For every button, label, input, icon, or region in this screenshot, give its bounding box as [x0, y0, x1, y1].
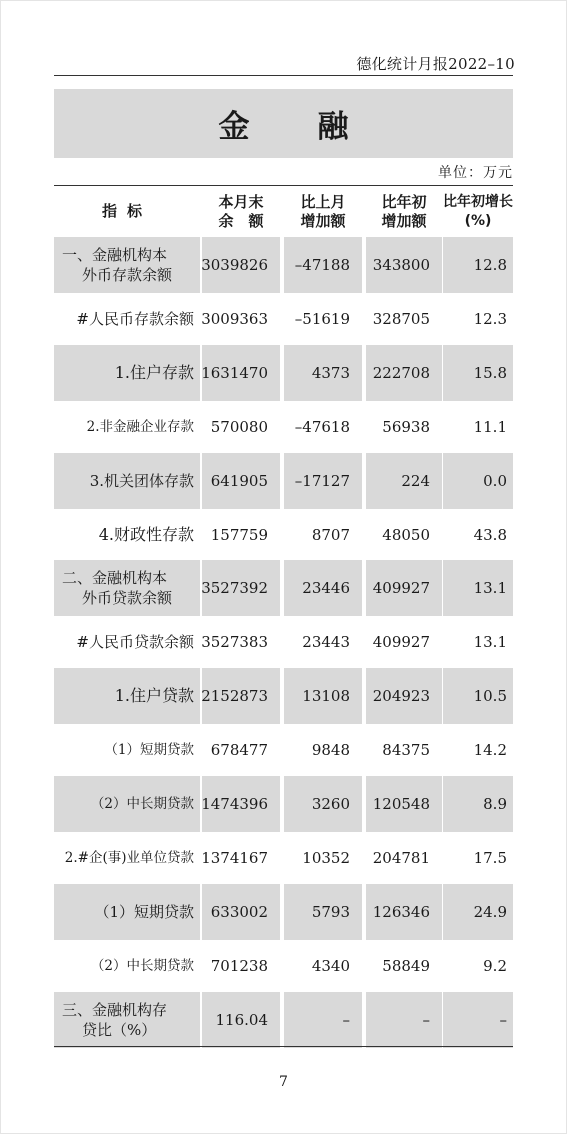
ytd-growth-cell: 14.2 — [473, 741, 507, 759]
month-end-balance-cell: 3527392 — [202, 560, 280, 616]
column-header-line: 增加额 — [300, 211, 346, 230]
ytd-change-cell: 126346 — [366, 884, 442, 940]
ytd-change-cell: 224 — [366, 453, 442, 509]
column-header-line: 余 额 — [218, 211, 264, 230]
table-row — [54, 992, 513, 1048]
month-end-balance-cell: 678477 — [210, 741, 268, 759]
row-label: （2）中长期贷款 — [90, 958, 194, 974]
month-change-cell: –47188 — [284, 237, 362, 293]
column-header-line: 比年初增长 — [443, 193, 513, 210]
row-label-line: 贷比（%） — [82, 1021, 157, 1039]
ytd-change-cell: 222708 — [366, 345, 442, 401]
ytd-change-cell: 58849 — [382, 957, 430, 975]
table-row — [54, 507, 513, 563]
month-end-balance-cell: 157759 — [210, 526, 268, 544]
table-row — [54, 614, 513, 670]
ytd-growth-cell: 13.1 — [473, 633, 507, 651]
column-header-month-change — [284, 189, 362, 234]
ytd-growth-cell: 17.5 — [473, 849, 507, 867]
month-change-cell: 9848 — [311, 741, 350, 759]
ytd-change-cell: 409927 — [372, 633, 430, 651]
row-label: （2）中长期贷款 — [54, 776, 200, 832]
month-change-cell: 13108 — [284, 668, 362, 724]
row-label — [54, 560, 200, 616]
row-label: 1.住户贷款 — [54, 668, 200, 724]
table-row — [54, 938, 513, 994]
month-end-balance-cell: 3039826 — [202, 237, 280, 293]
month-change-cell: 10352 — [302, 849, 350, 867]
title-band — [54, 89, 513, 158]
table-row — [54, 345, 513, 401]
column-header-line: 比上月 — [300, 192, 346, 211]
row-label: （1）短期贷款 — [104, 742, 194, 758]
column-header-indicator — [54, 189, 200, 234]
table-row — [54, 722, 513, 778]
row-label: （1）短期贷款 — [54, 884, 200, 940]
ytd-growth-cell: 10.5 — [443, 668, 513, 724]
bottom-rule — [54, 1046, 513, 1047]
page-title: 金融 — [218, 109, 417, 145]
row-label: 2.#企(事)业单位贷款 — [64, 850, 194, 866]
row-label: 4.财政性存款 — [98, 525, 194, 544]
ytd-growth-cell: 12.8 — [443, 237, 513, 293]
column-header-line: 本月末 — [218, 192, 264, 211]
ytd-change-cell: 204781 — [372, 849, 430, 867]
row-label: 1.住户存款 — [54, 345, 200, 401]
table-row — [54, 560, 513, 616]
month-change-cell: – — [284, 992, 362, 1048]
ytd-change-cell: 409927 — [366, 560, 442, 616]
month-change-cell: 8707 — [311, 526, 350, 544]
ytd-change-cell: 84375 — [382, 741, 430, 759]
ytd-change-cell: – — [366, 992, 442, 1048]
ytd-change-cell: 120548 — [366, 776, 442, 832]
ytd-growth-cell: 24.9 — [443, 884, 513, 940]
month-end-balance-cell: 1474396 — [202, 776, 280, 832]
ytd-change-cell: 204923 — [366, 668, 442, 724]
row-label-line: 外币存款余额 — [82, 266, 173, 284]
row-label: 3.机关团体存款 — [54, 453, 200, 509]
month-end-balance-cell: 641905 — [202, 453, 280, 509]
month-change-cell: 5793 — [284, 884, 362, 940]
ytd-growth-cell: 13.1 — [443, 560, 513, 616]
ytd-growth-cell: 15.8 — [443, 345, 513, 401]
row-label-line: 一、金融机构本 — [62, 246, 168, 264]
ytd-change-cell: 328705 — [372, 310, 430, 328]
ytd-change-cell: 343800 — [366, 237, 442, 293]
column-header-line: (%) — [464, 212, 492, 229]
ytd-growth-cell: 11.1 — [473, 418, 507, 436]
column-header-line: 增加额 — [381, 211, 427, 230]
ytd-growth-cell: 9.2 — [483, 957, 507, 975]
running-header: 德化统计月报2022–10 — [356, 55, 515, 73]
row-label-line: 三、金融机构存 — [62, 1001, 168, 1019]
month-end-balance-cell: 2152873 — [202, 668, 280, 724]
month-change-cell: 3260 — [284, 776, 362, 832]
column-header-line: 比年初 — [381, 192, 427, 211]
unit-label: 单位：万元 — [438, 165, 513, 181]
row-label-line: 二、金融机构本 — [62, 569, 168, 587]
month-change-cell: 23443 — [302, 633, 350, 651]
month-end-balance-cell: 1374167 — [201, 849, 268, 867]
month-end-balance-cell: 570080 — [210, 418, 268, 436]
month-change-cell: –47618 — [294, 418, 350, 436]
table-row — [54, 399, 513, 455]
ytd-growth-cell: 0.0 — [443, 453, 513, 509]
row-label: #人民币贷款余额 — [76, 633, 194, 651]
ytd-growth-cell: – — [443, 992, 513, 1048]
column-header-ytd-change — [366, 189, 442, 234]
header-rule — [54, 75, 513, 76]
month-change-cell: 23446 — [284, 560, 362, 616]
month-end-balance-cell: 3009363 — [201, 310, 268, 328]
row-label — [54, 992, 200, 1048]
ytd-growth-cell: 43.8 — [473, 526, 507, 544]
ytd-growth-cell: 12.3 — [473, 310, 507, 328]
table-row — [54, 453, 513, 509]
row-label — [54, 237, 200, 293]
column-header-ytd-growth — [443, 189, 513, 234]
month-end-balance-cell: 116.04 — [202, 992, 280, 1048]
month-end-balance-cell: 701238 — [210, 957, 268, 975]
unit-rule — [54, 185, 513, 186]
month-end-balance-cell: 633002 — [202, 884, 280, 940]
ytd-growth-cell: 8.9 — [443, 776, 513, 832]
row-label: #人民币存款余额 — [76, 310, 194, 328]
row-label-line: 外币贷款余额 — [82, 589, 173, 607]
month-change-cell: 4340 — [311, 957, 350, 975]
ytd-change-cell: 48050 — [382, 526, 430, 544]
month-change-cell: –17127 — [284, 453, 362, 509]
row-label: 2.非金融企业存款 — [86, 419, 194, 435]
column-header-indicator-text: 指标 — [101, 202, 152, 220]
table-row — [54, 237, 513, 293]
month-end-balance-cell: 1631470 — [202, 345, 280, 401]
column-header-month-end-balance — [202, 189, 280, 234]
table-row — [54, 830, 513, 886]
ytd-change-cell: 56938 — [382, 418, 430, 436]
table-row — [54, 668, 513, 724]
table-row — [54, 884, 513, 940]
table-row — [54, 776, 513, 832]
page-number: 7 — [279, 1074, 288, 1090]
month-end-balance-cell: 3527383 — [201, 633, 268, 651]
table-row — [54, 291, 513, 347]
month-change-cell: 4373 — [284, 345, 362, 401]
month-change-cell: –51619 — [294, 310, 350, 328]
